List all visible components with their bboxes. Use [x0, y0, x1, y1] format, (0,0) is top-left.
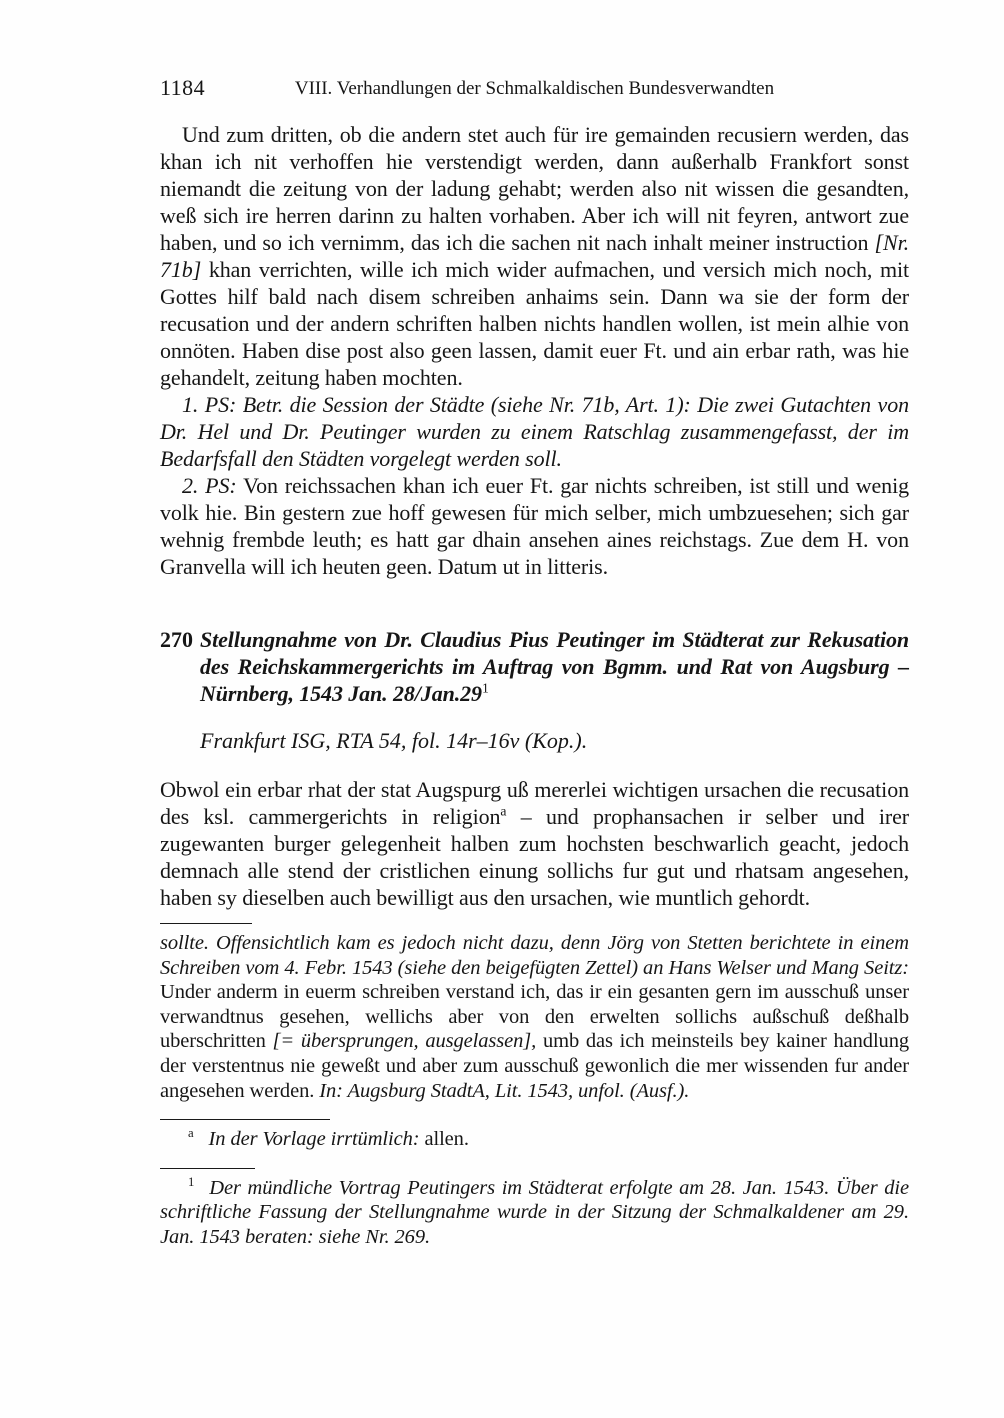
footnote-a: [160, 1127, 909, 1152]
footnote-continuation: sollte. Offensichtlich kam es jedoch nicht dazu, denn Jörg von Stetten berichtete in einem Schreiben vom 4. Febr. 1543 (siehe den beigefügten Zettel) an Hans Welser und Mang Seitz: Under anderm in euerm schreiben verstand ich, das ir ein gesanten gern im ausschuß unser verwandtnus gesehen, wellichs aber von den erwelten sollichs außschuß deßhalb uberschritten [= übersprungen, ausgelassen], umb das ich meinsteils bey kainer handlung der verstentnus nie geweßt und aber zum ausschuß gewonlich die mer wissenden fur ander angesehen werden. In: Augsburg StadtA, Lit. 1543, unfol. (Ausf.).: [160, 932, 910, 1102]
main-text-block: [160, 121, 909, 580]
entry-text-block: [160, 776, 909, 911]
footnote-area: [160, 923, 909, 1250]
footnote-a-text: In der Vorlage irrtümlich: allen.: [208, 1128, 469, 1151]
entry-number: 270: [160, 627, 193, 652]
entry-title: Stellungnahme von Dr. Claudius Pius Peutinger im Städterat zur Rekusation des Reichskammergerichts im Auftrag von Bgmm. und Rat von Augsburg – Nürnberg, 1543 Jan. $28/Jan.29^1$: [200, 627, 909, 706]
footnote-marker-1: 1: [188, 1174, 195, 1189]
entry-source-reference: Frankfurt ISG, RTA 54, fol. 14r–16v (Kop.).: [200, 728, 588, 753]
paragraph-ps1: 1. PS: Betr. die Session der Städte (siehe Nr. 71b, Art. 1): Die zwei Gutachten von Dr. Hel und Dr. Peutinger wurden zu einem Ratschlag zusammengefasst, der im Bedarfsfall den Städten vorgelegt werden soll.: [160, 392, 909, 471]
footnote-separator-rule: [160, 1119, 330, 1120]
footnote-1: [160, 1176, 909, 1250]
page-header: [160, 75, 909, 105]
paragraph-ps2: 2. PS: Von reichssachen khan ich euer Ft. gar nichts schreiben, ist still und wenig volk hie. Bin gestern zue hoff gewesen für mich selber, mich umbzuesehen; sich gar wehnig frembde leuth; es hatt gar dhain ansehen aines reichstags. Zue dem H. von Granvella will ich heuten geen. Datum ut in litteris.: [160, 473, 909, 579]
footnote-marker-a: a: [188, 1126, 194, 1141]
footnote-1-text: Der mündliche Vortrag Peutingers im Städterat erfolgte am 28. Jan. 1543. Über die schriftliche Fassung der Stellungnahme wurde in der Sitzung der Schmalkaldener am 29. Jan. 1543 beraten: siehe Nr. 269.: [160, 1176, 909, 1248]
footnote-separator-rule: [160, 1168, 255, 1169]
page-number: 1184: [160, 75, 206, 100]
paragraph-main: Und zum dritten, ob die andern stet auch für ire gemainden recusiern werden, das khan ich nit verhoffen hie verstendigt werden, dann außerhalb Frankfort sonst niemandt die zeitung von der ladung gehabt; werden also nit wissen die gesandten, weß sich ire herren darinn zu halten vorhaben. Aber ich will nit feyren, antwort zue haben, und so ich vernimm, das ich die sachen nit nach inhalt meiner instruction [Nr. 71b] khan verrichten, wille ich mich wider aufmachen, und versich mich noch, mit Gottes hilf bald nach disem schreiben anhaims sein. Dann wa sie der form der recusation und der andern schriften halben nichts handlen wollen, ist mein alhie von onnöten. Haben dise post also geen lassen, damit euer Ft. und ain erbar rath, was hie gehandelt, zeitung haben mochten.: [160, 122, 909, 390]
running-head: VIII. Verhandlungen der Schmalkaldischen Bundesverwandten: [294, 78, 775, 99]
paragraph-entry: Obwol ein erbar rhat der stat Augspurg uß mererlei wichtigen ursachen die recusation des ksl. cammergerichts in religion$^a$ – und prophansachen ir selber und irer zugewanten burger gelegenheit halben zum hochsten beschwarlich geacht, jedoch demnach alle stend der cristlichen einung sollichs fur gut und rhatsam angesehen, haben sy dieselben auch bewilligt aus den ursachen, wie muntlich gehordt.: [160, 777, 909, 910]
document-entry-270: [160, 626, 909, 707]
footnote-separator-rule: [160, 923, 252, 924]
